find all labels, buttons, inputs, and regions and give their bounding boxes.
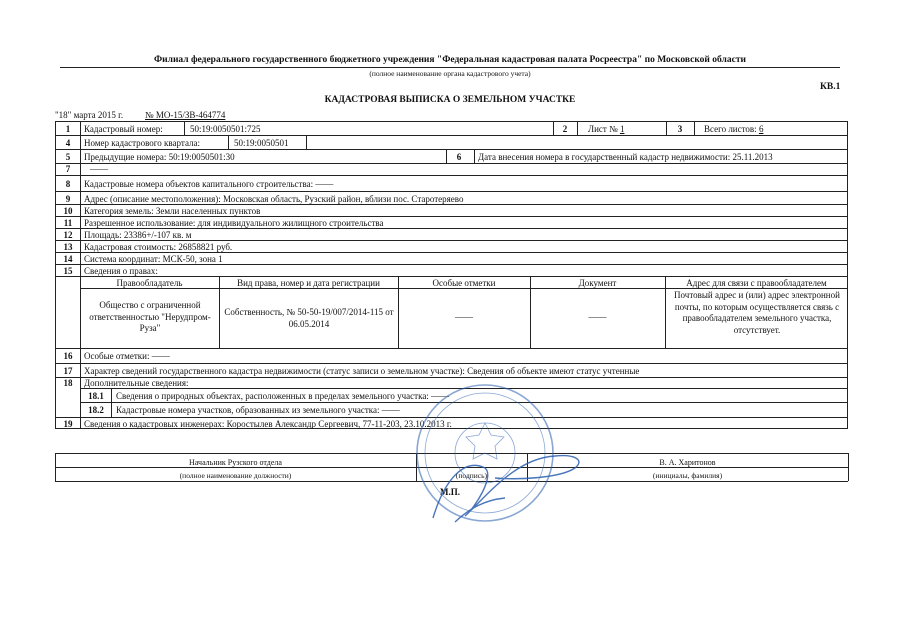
row-3-number: 3 — [677, 124, 683, 134]
quarter-number-label: Номер кадастрового квартала: — [84, 138, 200, 148]
cadastral-number-label: Кадастровый номер: — [84, 124, 163, 134]
form-code: КВ.1 — [820, 82, 841, 92]
cadastral-number-value: 50:19:0050501:725 — [190, 124, 261, 134]
row-19-number: 19 — [63, 419, 73, 429]
record-status: Характер сведений государственного кадастра недвижимости (статус записи о земельном участке): Сведения об объекте имеют статус учтенные — [84, 366, 640, 376]
row-18-1-number: 18.1 — [88, 391, 104, 401]
row-line — [55, 276, 848, 277]
organization-caption: (полное наименование органа кадастрового учета) — [369, 69, 531, 78]
cell-line — [666, 121, 667, 135]
row-5-number: 5 — [65, 152, 71, 162]
rights-marks: —— — [455, 312, 473, 322]
row-12-number: 12 — [63, 230, 73, 240]
row-line — [55, 191, 848, 192]
row-line — [55, 252, 848, 253]
row-9-number: 9 — [65, 194, 71, 204]
row-7-number: 7 — [65, 164, 71, 174]
row-15-number: 15 — [63, 266, 73, 276]
document-date: "18" марта 2015 г. — [55, 110, 124, 120]
organization-underline — [60, 67, 840, 68]
organization-name: Филиал федерального государственного бюджетного учреждения "Федеральная кадастровая палата Росреестра" по Московской области — [154, 55, 746, 65]
cell-line — [184, 121, 185, 135]
cadastral-engineers: Сведения о кадастровых инженерах: Коростылев Александр Сергеевич, 77-11-203, 23.10.2013 г. — [84, 419, 452, 429]
document-number: № МО-15/ЗВ-464774 — [145, 110, 226, 120]
previous-numbers: Предыдущие номера: 50:19:0050501:30 — [84, 152, 235, 162]
row-11-number: 11 — [63, 218, 73, 228]
row-17-number: 17 — [63, 366, 73, 376]
rights-header-right: Вид права, номер и дата регистрации — [237, 278, 380, 288]
rights-header-document: Документ — [578, 278, 617, 288]
address: Адрес (описание местоположения): Московская область, Рузский район, вблизи пос. Старотеряево — [84, 194, 464, 204]
natural-objects: Сведения о природных объектах, расположенных в пределах земельного участка: —— — [116, 391, 450, 401]
official-name-caption: (инициалы, фамилия) — [652, 471, 723, 480]
signature-caption: (подпись) — [455, 471, 488, 480]
row-13-number: 13 — [63, 242, 73, 252]
derived-parcels: Кадастровые номера участков, образованных из земельного участка: —— — [116, 405, 400, 415]
rights-holder: Общество с ограниченной ответственностью "Нерудпром-Руза" — [89, 300, 211, 333]
signature-right-border — [848, 453, 849, 481]
row-18-number: 18 — [63, 378, 73, 388]
official-position: Начальник Рузского отдела — [189, 458, 282, 467]
row-2-number: 2 — [562, 124, 568, 134]
cell-line — [694, 121, 695, 135]
rights-header-holder: Правообладатель — [116, 278, 183, 288]
cadastral-value: Кадастровая стоимость: 26858821 руб. — [84, 242, 233, 252]
row-line — [55, 149, 848, 150]
rights-address: Почтовый адрес и (или) адрес электронной почты, по которым осуществляется связь с правообладателем земельного участка, отсутствует. — [674, 290, 840, 335]
row-18-2-number: 18.2 — [88, 405, 104, 415]
row-line — [55, 228, 848, 229]
cell-line — [474, 149, 475, 163]
sheet-label — [588, 124, 624, 134]
rights-header-marks: Особые отметки — [432, 278, 496, 288]
rights-document: —— — [588, 312, 607, 322]
permitted-use: Разрешенное использование: для индивидуального жилищного строительства — [84, 218, 384, 228]
sheet-label-text: Лист № — [588, 124, 618, 134]
sub-row-col-line — [111, 388, 112, 417]
handwritten-signature — [425, 438, 590, 528]
coordinate-system: Система координат: МСК-50, зона 1 — [84, 254, 223, 264]
rights-heading: Сведения о правах: — [84, 266, 158, 276]
area: Площадь: 23386+/-107 кв. м — [84, 230, 192, 240]
cell-line — [228, 135, 229, 149]
row-line — [55, 135, 848, 136]
row-line — [55, 240, 848, 241]
special-marks: Особые отметки: —— — [84, 351, 170, 361]
row-16-number: 16 — [63, 351, 73, 361]
total-sheets-label — [704, 124, 763, 134]
official-position-caption: (полное наименование должности) — [179, 471, 292, 480]
row-8-number: 8 — [65, 179, 71, 189]
row-1-number: 1 — [65, 124, 71, 134]
row-4-number: 4 — [65, 138, 71, 148]
total-sheets-text: Всего листов: — [704, 124, 757, 134]
registration-date: Дата внесения номера в государственный кадастр недвижимости: 25.11.2013 — [478, 152, 773, 162]
total-sheets-value: 6 — [758, 124, 764, 134]
row-line — [55, 204, 848, 205]
row-6-number: 6 — [456, 152, 462, 162]
cell-line — [577, 121, 578, 135]
official-name: В. А. Харитонов — [659, 458, 716, 467]
rights-registration: Собственность, № 50-50-19/007/2014-115 от 06.05.2014 — [224, 307, 394, 329]
rights-header-line — [80, 288, 848, 289]
capital-construction-numbers: Кадастровые номера объектов капитального строительства: —— — [84, 179, 334, 189]
row-10-number: 10 — [63, 206, 73, 216]
num-column-line — [80, 121, 81, 429]
row-line — [55, 163, 848, 164]
row-line — [55, 216, 848, 217]
document-title: КАДАСТРОВАЯ ВЫПИСКА О ЗЕМЕЛЬНОМ УЧАСТКЕ — [324, 95, 576, 105]
rights-header-address: Адрес для связи с правообладателем — [686, 278, 827, 288]
stamp-place-mark: М.П. — [440, 487, 460, 497]
row-line — [55, 348, 848, 349]
land-category: Категория земель: Земли населенных пунктов — [84, 206, 261, 216]
row-14-number: 14 — [63, 254, 73, 264]
quarter-number-value: 50:19:0050501 — [234, 138, 289, 148]
row-7-value: —— — [90, 164, 108, 174]
additional-info-heading: Дополнительные сведения: — [84, 378, 189, 388]
cell-line — [306, 135, 307, 149]
row-line — [55, 175, 848, 176]
row-line — [55, 363, 848, 364]
sheet-value: 1 — [619, 124, 625, 134]
row-line — [55, 264, 848, 265]
